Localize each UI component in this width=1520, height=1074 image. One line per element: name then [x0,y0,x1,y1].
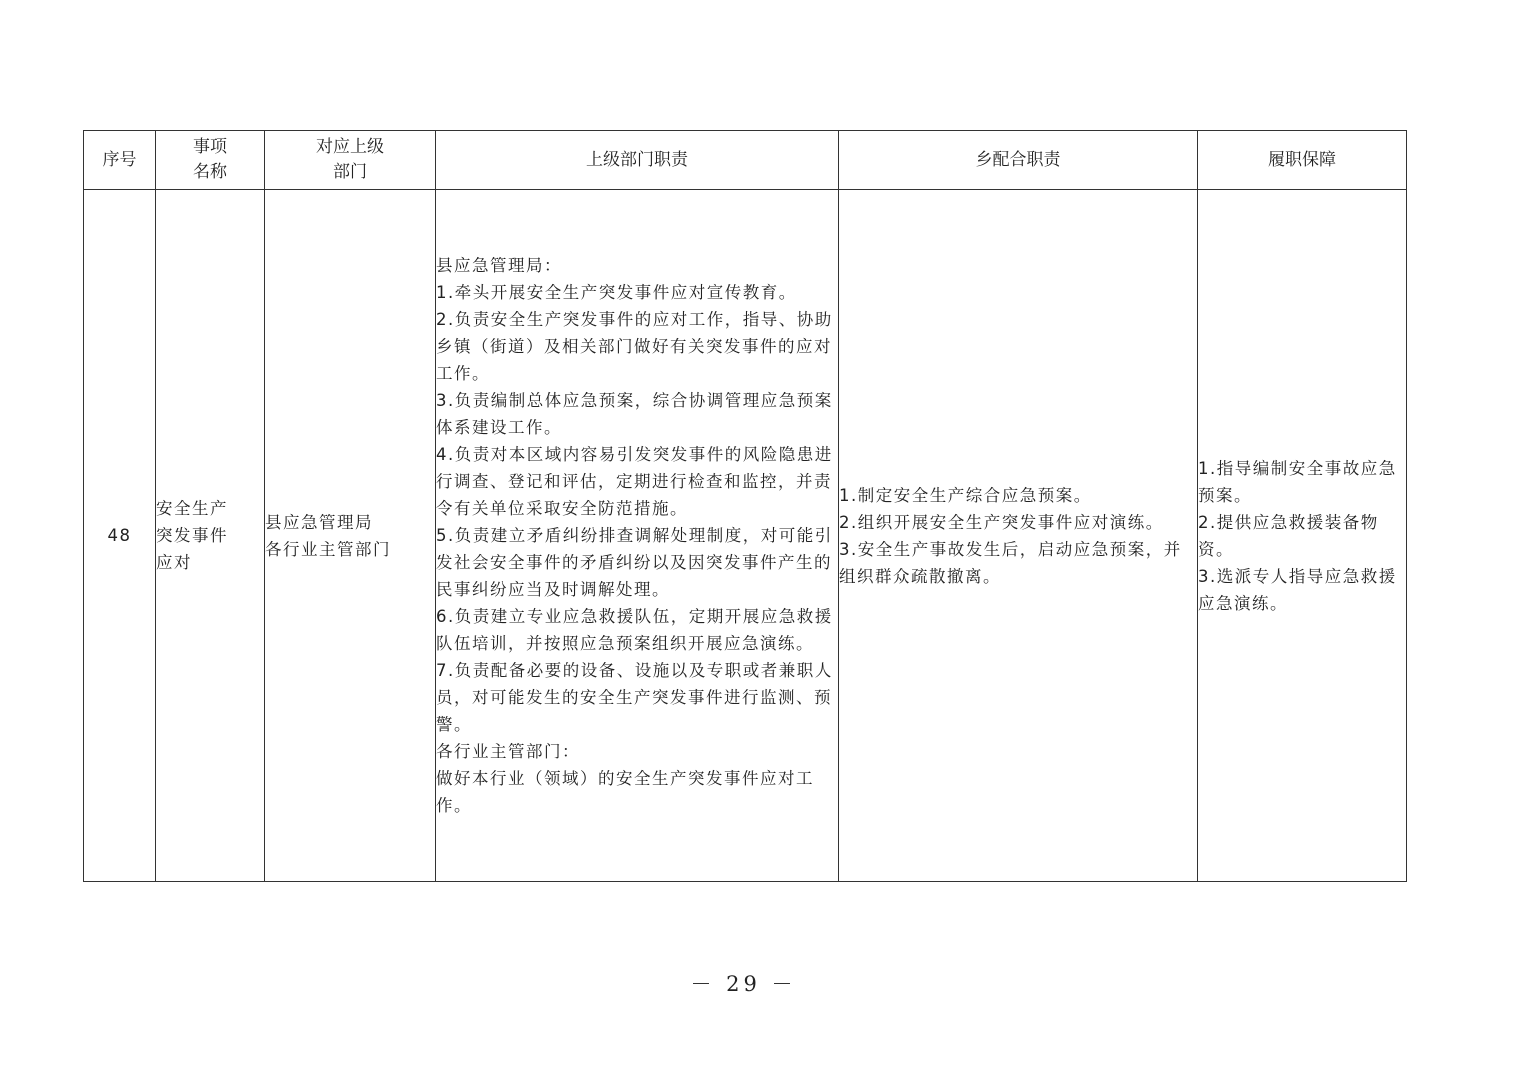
guarantee-item: 1.指导编制安全事故应急预案。 [1198,458,1397,505]
dept-line: 各行业主管部门 [265,539,391,559]
header-number: 序号 [84,131,156,190]
item-name-line: 突发事件 [156,526,228,545]
header-guarantee: 履职保障 [1198,131,1407,190]
duty-paragraph: 县应急管理局： [436,256,562,275]
guarantee-item: 3.选派专人指导应急救援应急演练。 [1198,566,1397,613]
header-superior-duties: 上级部门职责 [436,131,839,190]
header-township-duties: 乡配合职责 [839,131,1198,190]
duty-paragraph: 5.负责建立矛盾纠纷排查调解处理制度，对可能引发社会安全事件的矛盾纠纷以及因突发事件产生的民事纠纷应当及时调解处理。 [436,526,833,599]
township-duty-item: 1.制定安全生产综合应急预案。 [839,485,1092,505]
row-number: 48 [84,190,156,882]
duty-paragraph: 3.负责编制总体应急预案，综合协调管理应急预案体系建设工作。 [436,391,833,437]
duty-paragraph: 6.负责建立专业应急救援队伍，定期开展应急救援队伍培训，并按照应急预案组织开展应急演练。 [436,607,833,653]
duty-paragraph: 7.负责配备必要的设备、设施以及专职或者兼职人员，对可能发生的安全生产突发事件进行监测、预警。 [436,661,833,734]
guarantee-item: 2.提供应急救援装备物资。 [1198,512,1379,559]
duty-paragraph: 各行业主管部门： [436,742,580,761]
duty-paragraph: 1.牵头开展安全生产突发事件应对宣传教育。 [436,283,797,302]
page-number: － 29 － [690,972,797,996]
row-superior-duties [436,190,839,882]
township-duty-item: 3.安全生产事故发生后，启动应急预案，并组织群众疏散撤离。 [839,539,1182,586]
item-name-line: 安全生产 [156,499,228,518]
row-superior-dept [265,190,436,882]
row-township-duties [839,190,1198,882]
dept-line: 县应急管理局 [265,512,373,532]
header-superior-dept-line2: 部门 [333,162,367,182]
row-guarantee [1198,190,1407,882]
row-item-name [156,190,265,882]
item-name-line: 应对 [156,553,192,572]
duty-paragraph: 4.负责对本区域内容易引发突发事件的风险隐患进行调查、登记和评估，定期进行检查和监控，并责令有关单位采取安全防范措施。 [436,445,833,518]
header-superior-dept-line1: 对应上级 [316,137,384,157]
duty-paragraph: 做好本行业（领域）的安全生产突发事件应对工作。 [436,769,814,815]
header-superior-dept [265,131,436,190]
header-item-name-line1: 事项 [193,137,227,157]
table-header-row [84,131,1407,190]
duty-paragraph: 2.负责安全生产突发事件的应对工作，指导、协助乡镇（街道）及相关部门做好有关突发事件的应对工作。 [436,310,833,383]
table-row [84,190,1407,882]
header-item-name-line2: 名称 [193,162,227,182]
responsibility-table [83,130,1407,882]
township-duty-item: 2.组织开展安全生产突发事件应对演练。 [839,512,1164,532]
header-item-name [156,131,265,190]
